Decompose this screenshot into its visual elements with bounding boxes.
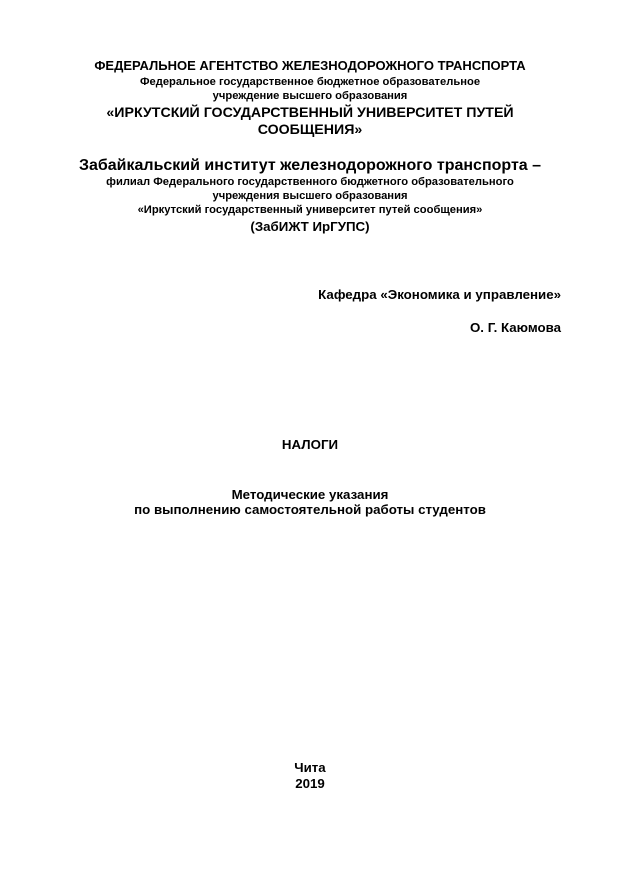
branch-line-1: филиал Федерального государственного бюджетного образовательного [106, 176, 514, 188]
document-subtitle-line-2: по выполнению самостоятельной работы студентов [134, 502, 486, 517]
university-name-line-2: СООБЩЕНИЯ» [257, 122, 363, 138]
institution-type-line-2: учреждение высшего образования [212, 90, 408, 102]
institution-type-line-1: Федеральное государственное бюджетное образовательное [139, 76, 481, 88]
branch-line-2: учреждения высшего образования [212, 190, 408, 202]
department-name: Кафедра «Экономика и управление» [318, 287, 561, 302]
document-subtitle-line-1: Методические указания [231, 487, 389, 502]
agency-name: ФЕДЕРАЛЬНОЕ АГЕНТСТВО ЖЕЛЕЗНОДОРОЖНОГО ТРАНСПОРТА [94, 58, 526, 73]
branch-name: Забайкальский институт железнодорожного транспорта – [78, 157, 542, 174]
branch-abbreviation: (ЗабИЖТ ИрГУПС) [250, 219, 370, 234]
city: Чита [294, 760, 326, 775]
author-name: О. Г. Каюмова [469, 320, 561, 335]
document-title: НАЛОГИ [281, 437, 339, 452]
branch-line-3: «Иркутский государственный университет путей сообщения» [137, 204, 483, 216]
year: 2019 [295, 776, 325, 791]
university-name-line-1: «ИРКУТСКИЙ ГОСУДАРСТВЕННЫЙ УНИВЕРСИТЕТ ПУТЕЙ [106, 105, 514, 121]
